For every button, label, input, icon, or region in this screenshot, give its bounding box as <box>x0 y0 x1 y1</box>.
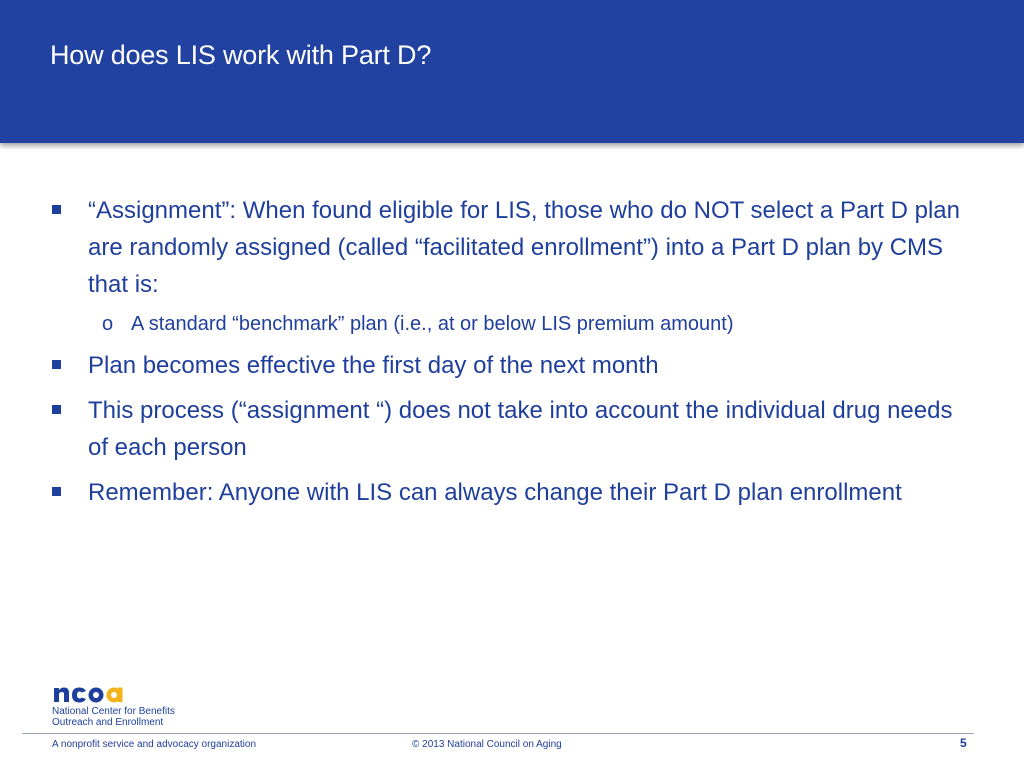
bullet-effective <box>48 347 978 384</box>
ncoa-wordmark-icon <box>52 680 128 704</box>
footer-divider <box>22 733 974 734</box>
footer-copyright: © 2013 National Council on Aging <box>412 739 562 750</box>
title-bar <box>0 0 1024 143</box>
slide-body <box>48 192 978 519</box>
bullet-remember <box>48 474 978 511</box>
footer-tagline: A nonprofit service and advocacy organization <box>52 739 257 750</box>
bullet-text: When found eligible for LIS, those who do NOT select a Part D plan are randomly assigned (called “facilitated enrollment”) into a Part D plan by CMS that is: <box>88 197 960 298</box>
bullet-text: Plan becomes effective the first day of the next month <box>88 352 659 379</box>
logo-caption-line: Outreach and Enrollment <box>52 717 164 728</box>
page-number: 5 <box>960 736 967 750</box>
bullet-text: This process (“assignment “) does not take into account the individual drug needs of each person <box>88 397 953 461</box>
sub-bullet-marker: o <box>102 313 114 335</box>
square-bullet-icon <box>52 405 61 414</box>
bullet-process <box>48 392 978 466</box>
ncoa-logo <box>52 680 175 728</box>
square-bullet-icon <box>52 205 61 214</box>
slide-title: How does LIS work with Part D? <box>50 40 432 70</box>
logo-caption-line: National Center for Benefits <box>52 706 175 717</box>
square-bullet-icon <box>52 487 61 496</box>
sub-bullet-benchmark <box>48 309 978 339</box>
logo-caption <box>52 706 175 728</box>
square-bullet-icon <box>52 360 61 369</box>
bullet-text: Anyone with LIS can always change their Part D plan enrollment <box>213 479 902 506</box>
sub-bullet-text: A standard “benchmark” plan (i.e., at or below LIS premium amount) <box>131 313 734 335</box>
ncoa-wordmark <box>52 680 175 704</box>
bullet-assignment <box>48 192 978 303</box>
bullet-emphasis: Remember: <box>88 479 214 506</box>
bullet-emphasis: “Assignment”: <box>88 197 237 224</box>
